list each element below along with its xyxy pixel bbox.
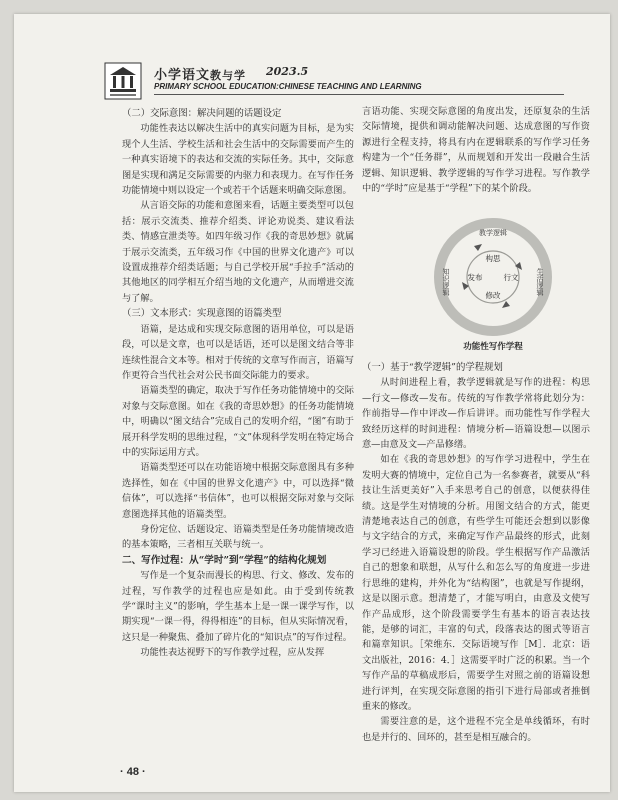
paragraph: 身份定位、话题设定、语篇类型是任务功能情境改造的基本策略，三者相互关联与统一。 (122, 523, 354, 551)
paragraph: 语篇，是达成和实现交际意图的语用单位，可以是语段，可以是文章，也可以是话语，还可以是图文结合等非连续性混合文本等。相对于传统的文章写作而言，语篇写作更符合当代社会对公民书面交际能力的要求。 (122, 323, 354, 381)
journal-page (14, 14, 610, 792)
section-heading-intent: （二）交际意图：解决问题的话题设定 (122, 108, 282, 119)
journal-english-title: PRIMARY SCHOOL EDUCATION:CHINESE TEACHING AND LEARNING (154, 82, 422, 91)
section-heading-process: 二、写作过程：从“学时”到“学程”的结构化规划 (122, 554, 327, 566)
journal-title-suffix: 教与学 (210, 69, 247, 82)
diagram-step-publish: 发布 (467, 273, 483, 282)
section-heading-form: （三）文本形式：实现意图的语篇类型 (122, 308, 282, 320)
paragraph: 从时间进程上看，教学逻辑就是写作的进程：构思—行文—修改—发布。传统的写作教学常将此划分为：作前指导—作中评改—作后讲评。而功能性写作学程大致经历这样的时间进程：情境分析—语篇设想—以图示意—由意及文—产品修缮。 (362, 377, 590, 451)
journal-issue: 2023.5 (266, 65, 309, 78)
diagram-label-knowledge-logic: 知识逻辑 (442, 268, 450, 296)
paragraph: 功能性表达视野下的写作教学过程，应从发挥 (140, 647, 325, 659)
writing-process-diagram (434, 218, 552, 336)
paragraph: 需要注意的是，这个进程不完全是单线循环，有时也是并行的、回环的，甚至是相互融合的。 (362, 716, 590, 743)
section-heading-teaching-logic: （一）基于“教学逻辑”的学程规划 (362, 362, 503, 373)
left-column (122, 106, 354, 661)
paragraph: 言语功能、实现交际意图的角度出发，还原复杂的生活交际情境，提供和调动能解决问题、达成意图的写作资源进行全程支持，将具有内在逻辑联系的写作学习任务构建为一个“任务群”，从而规划和开发出一段融合生活逻辑、知识逻辑、教学逻辑的写作学习进程。写作教学中的“学时”应是基于“学程”下的某个阶段。 (362, 106, 590, 195)
diagram-label-life-logic: 生活逻辑 (536, 268, 544, 296)
header-rule (154, 94, 564, 95)
cycle-arrow-icon (474, 244, 482, 251)
paragraph: 语篇类型的确定，取决于写作任务功能情境中的交际对象与交际意图。如在《我的奇思妙想》的任务功能情境中，明确以“图文结合”完成自己的发明介绍，“图”有助于展开科学发明的思维过程，“文”体现科学发明在特定场合中的实际运用方式。 (122, 385, 354, 458)
right-column-top (362, 104, 590, 196)
diagram-label-teaching-logic: 教学逻辑 (479, 229, 507, 237)
diagram-step-revise: 修改 (485, 291, 501, 300)
paragraph: 功能性表达以解决生活中的真实问题为目标，是为实现个人生活、学校生活和社会生活中的交际需要而产生的一种真实语境下的表达和交流的实际任务。其中，交际意图是实现和满足交际需要的内驱力和表现力。在写作任务功能情境中则以设定一个或若干个话题来明确交际意图。 (122, 123, 354, 197)
page-number: · 48 · (120, 766, 146, 778)
paragraph: 写作是一个复杂而漫长的构思、行文、修改、发布的过程，写作教学的过程也应是如此。由于受到传统教学“课时主义”的影响，学生基本上是一课一课学写作，以期实现“一课一得，得得相连”的目标，但从实际情况看，这只是一种聚焦、叠加了碎片化的“知识点”的写作过程。 (122, 570, 354, 643)
diagram-step-draft: 行文 (503, 273, 519, 282)
cycle-arrow-icon (515, 262, 522, 270)
paragraph: 如在《我的奇思妙想》的写作学习进程中，学生在发明大赛的情境中，定位自己为一名参赛者，就要从“科技让生活更美好”入手来思考自己的创意，以便获得佳绩。这是学生对情境的分析。用图文结合的方式，能更清楚地表达自己的创意，有些学生可能还会想到以影像与文字结合的方式，来确定写作产品最终的形式，此刻学习已经进入语篇设想的阶段。学生根据写作产品激活自己的想象和联想，从写什么和怎么写的角度进一步进行思维的建构，并外化为“结构图”，也就是写作提纲，这是以图示意。想清楚了，才能写明白，由意及文使写作产品成形，这个阶段需要学生有基本的语言表达技能，是够的词汇，丰富的句式，段落表达的图式等语言和篇章知识。［荣维东．交际语境写作［M］．北京：语文出版社，2016：4．］这需要平时广泛的积累。当一个写作产品的草稿成形后，需要学生对照之前的语篇设想进行评判，在实现交际意图的指引下进行局部或者推倒重来的修改。 (362, 454, 590, 712)
outer-ring (439, 223, 547, 331)
figure-caption: 功能性写作学程 (463, 342, 523, 352)
journal-title: 小学语文教与学 (154, 68, 247, 83)
right-column-bottom (362, 360, 590, 745)
cycle-arrow-icon (502, 301, 510, 308)
paragraph: 语篇类型还可以在功能语境中根据交际意图具有多种选择性，如在《中国的世界文化遗产》中，可以选择“微信体”，可以选择“书信体”，也可以根据交际对象与交际意图选择其他的语篇类型。 (122, 462, 354, 520)
journal-logo-icon (104, 62, 142, 100)
paragraph: 从言语交际的功能和意图来看，话题主要类型可以包括：展示交流类、推荐介绍类、评论劝说类、建议看法类、情感宣泄类等。如四年级习作《我的奇思妙想》就属于展示交流类，五年级习作《中国的世界文化遗产》可以设置成推荐介绍类话题；与自己学校开展“手拉手”活动的其他地区的同学相互介绍当地的文化遗产，从而增进交流与了解。 (122, 200, 354, 304)
journal-header (104, 58, 574, 104)
diagram-step-plan: 构思 (485, 254, 501, 263)
